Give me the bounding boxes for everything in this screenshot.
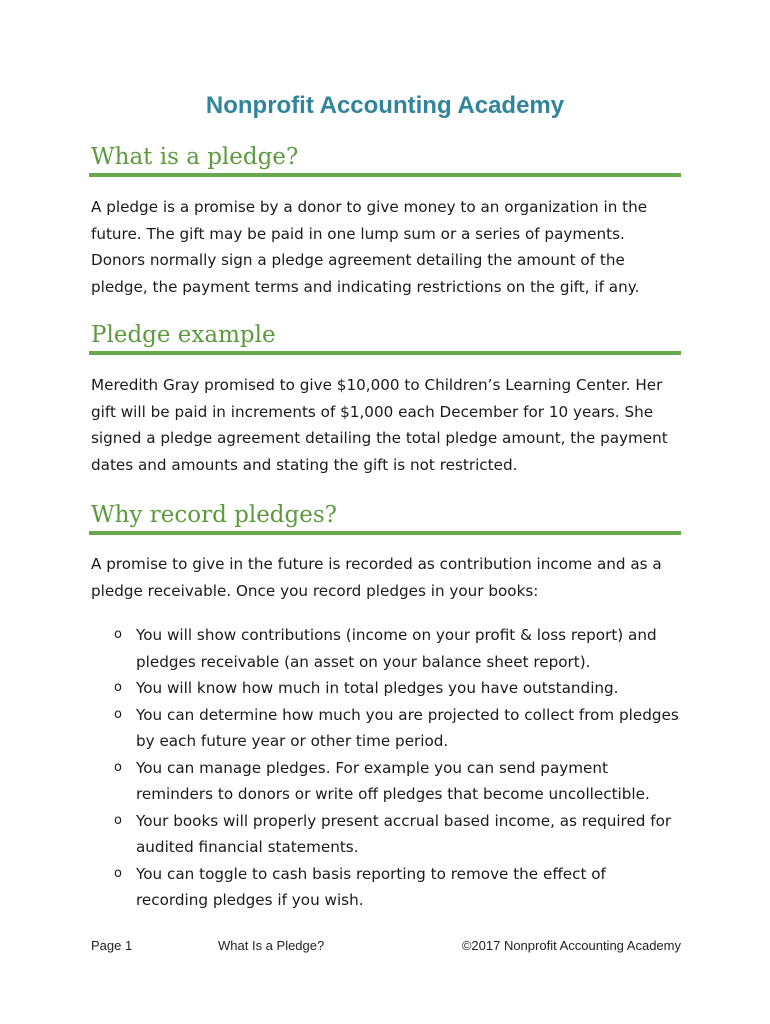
list-item [91,675,681,702]
bullet-marker: o [114,759,122,775]
section-heading: Pledge example [89,320,681,355]
bullet-marker: o [114,812,122,828]
list-item [91,702,681,755]
list-item [91,622,681,675]
section-paragraph: A promise to give in the future is recorded as contribution income and as a pledge receivable. Once you record pledges in your books: [91,555,662,600]
list-item-text: Your books will properly present accrual based income, as required for audited financial statements. [136,811,672,856]
reasons-list [91,622,681,914]
list-item-text: You will show contributions (income on your profit & loss report) and pledges receivable (an asset on your balance sheet report). [136,626,657,671]
bullet-marker: o [114,706,122,722]
list-item [91,861,681,914]
footer-page-number: Page 1 [91,938,133,953]
list-item [91,755,681,808]
section-heading: What is a pledge? [89,142,681,177]
section-paragraph: Meredith Gray promised to give $10,000 to Children’s Learning Center. Her gift will be paid in increments of $1,000 each December for 10 years. She signed a pledge agreement detailing the total pledge amount, the payment dates and amounts and stating the gift is not restricted. [91,376,668,474]
list-item [91,808,681,861]
footer-copyright: ©2017 Nonprofit Accounting Academy [461,938,681,953]
list-item-text: You can manage pledges. For example you can send payment reminders to donors or write off pledges that become uncollectible. [136,758,650,803]
section-what-is-pledge [89,142,681,177]
section-pledge-example [89,320,681,355]
section-heading: Why record pledges? [89,500,681,535]
bullet-marker: o [114,865,122,881]
list-item-text: You can toggle to cash basis reporting to remove the effect of recording pledges if you wish. [136,864,606,909]
section-why-record [89,500,681,535]
bullet-marker: o [114,680,122,695]
footer-document-name: What Is a Pledge? [218,938,325,953]
list-item-text: You will know how much in total pledges you have outstanding. [136,679,619,697]
list-item-text: You can determine how much you are projected to collect from pledges by each future year or other time period. [136,705,679,750]
section-paragraph: A pledge is a promise by a donor to give money to an organization in the future. The gift may be paid in one lump sum or a series of payments. Donors normally sign a pledge agreement detailing the amount of the pledge, the payment terms and indicating restrictions on the gift, if any. [91,198,648,296]
document-title: Nonprofit Accounting Academy [205,92,565,119]
bullet-marker: o [114,627,122,642]
